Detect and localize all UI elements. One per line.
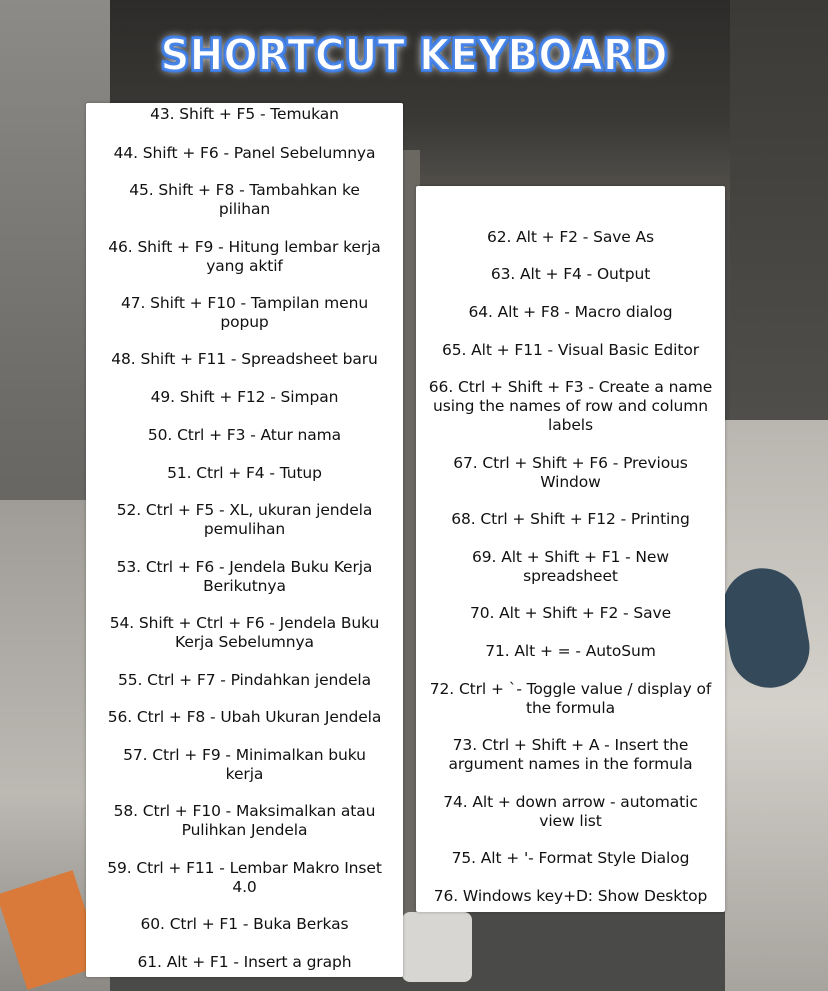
shortcut-item: 58. Ctrl + F10 - Maksimalkan atau Pulihkan Jendela [113,802,376,839]
shortcut-item: 71. Alt + = - AutoSum [485,642,656,660]
shortcut-item: 53. Ctrl + F6 - Jendela Buku Kerja Berikutnya [116,558,373,595]
shortcut-item: 51. Ctrl + F4 - Tutup [167,464,322,482]
shortcut-item: 62. Alt + F2 - Save As [486,228,655,246]
shortcut-item: 46. Shift + F9 - Hitung lembar kerja yang aktif [108,238,381,275]
shortcut-item: 55. Ctrl + F7 - Pindahkan jendela [117,671,372,689]
shortcut-item: 49. Shift + F12 - Simpan [150,388,339,406]
shortcut-card-right [416,186,725,912]
shortcut-item: 66. Ctrl + Shift + F3 - Create a name using the names of row and column labels [428,378,713,434]
shortcut-item: 64. Alt + F8 - Macro dialog [468,303,673,321]
shortcut-item: 74. Alt + down arrow - automatic view list [443,793,698,830]
shortcut-item: 60. Ctrl + F1 - Buka Berkas [140,915,349,933]
shortcut-item: 44. Shift + F6 - Panel Sebelumnya [113,144,376,162]
shortcut-item: 59. Ctrl + F11 - Lembar Makro Inset 4.0 [107,859,382,896]
page-title: SHORTCUT KEYBOARD [160,30,668,81]
shortcut-item: 61. Alt + F1 - Insert a graph [137,953,352,971]
shortcut-item: 63. Alt + F4 - Output [490,265,651,283]
shortcut-item: 65. Alt + F11 - Visual Basic Editor [441,341,700,359]
stapler [402,912,472,982]
shortcut-item: 48. Shift + F11 - Spreadsheet baru [111,350,378,368]
shortcut-item: 43. Shift + F5 - Temukan [150,105,339,123]
shortcut-item: 69. Alt + Shift + F1 - New spreadsheet [472,548,669,585]
shortcut-item: 70. Alt + Shift + F2 - Save [469,604,672,622]
shortcut-card-left [86,103,403,977]
shortcut-item: 75. Alt + '- Format Style Dialog [451,849,690,867]
shortcut-item: 76. Windows key+D: Show Desktop [433,887,708,905]
shortcut-item: 54. Shift + Ctrl + F6 - Jendela Buku Kerja Sebelumnya [109,614,380,651]
shortcut-item: 50. Ctrl + F3 - Atur nama [147,426,342,444]
shortcut-item: 52. Ctrl + F5 - XL, ukuran jendela pemulihan [116,501,373,538]
shortcut-item: 56. Ctrl + F8 - Ubah Ukuran Jendela [107,708,382,726]
shortcut-item: 67. Ctrl + Shift + F6 - Previous Window [453,454,688,491]
shortcut-item: 72. Ctrl + `- Toggle value / display of the formula [429,680,712,717]
shortcut-item: 73. Ctrl + Shift + A - Insert the argument names in the formula [448,736,693,773]
background-desk-right [725,420,828,991]
shortcut-item: 68. Ctrl + Shift + F12 - Printing [451,510,690,528]
shortcut-item: 45. Shift + F8 - Tambahkan ke pilihan [129,181,360,218]
shortcut-item: 47. Shift + F10 - Tampilan menu popup [120,294,369,331]
shortcut-item: 57. Ctrl + F9 - Minimalkan buku kerja [123,746,366,783]
